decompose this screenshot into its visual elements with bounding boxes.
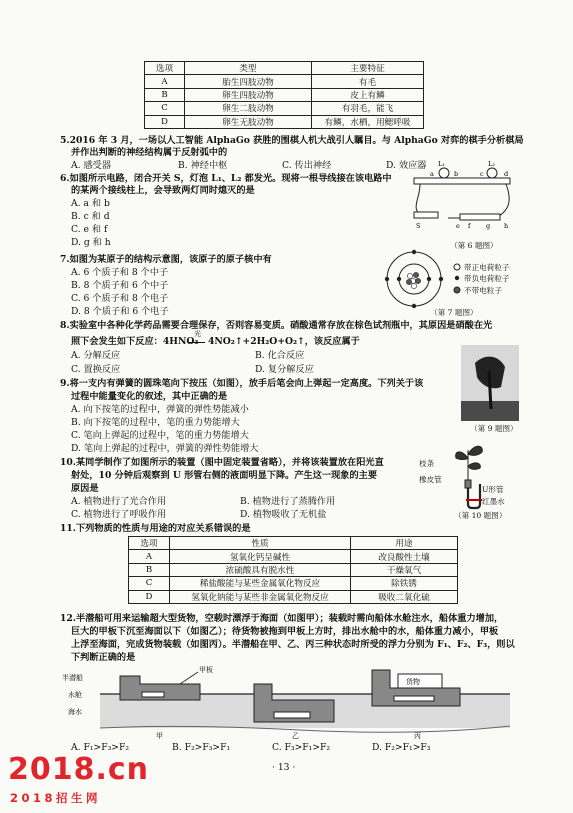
table-row bbox=[129, 577, 458, 590]
q9-stem-line1: 9.将一支内有弹簧的圆珠笔向下按压（如图），放手后笔会向上弹起一定高度。下列关于该 bbox=[60, 378, 424, 389]
leaf bbox=[456, 452, 468, 460]
table-cell: 稀盐酸能与某些金属氧化物反应 bbox=[170, 577, 351, 590]
label-branch: 枝条 bbox=[419, 459, 435, 468]
table-header: 类型 bbox=[185, 62, 312, 75]
watermark-logo: 2018.cn bbox=[8, 752, 150, 787]
rubber-tube bbox=[465, 480, 471, 488]
q8-stem-line1: 8.实验室中各种化学药品需要合理保存，否则容易变质。硝酸通常存放在棕色试剂瓶中，其原因是硝酸在光 bbox=[60, 320, 493, 331]
q12-option-b: B. F₂>F₃>F₁ bbox=[172, 742, 231, 753]
q5-option-d: D. 效应器 bbox=[386, 160, 427, 171]
q7-option-a: A. 6 个质子和 8 个中子 bbox=[71, 267, 169, 278]
q10-stem-line1: 10.某同学制作了如图所示的装置（图中固定装置省略），并将该装置放在阳光直 bbox=[60, 457, 384, 468]
q12-stem-line3: 上浮至海面，完成货物装载（如图丙）。半潜船在甲、乙、丙三种状态时所受的浮力分别为 F₁、F₂、F₃，则以 bbox=[71, 639, 515, 650]
q8-stem-line2a: 照下会发生如下反应：4HNO₃ bbox=[71, 336, 199, 347]
label-u-tube: U形管 bbox=[482, 485, 504, 494]
terminal-g: g bbox=[486, 222, 491, 230]
q7-option-d: D. 8 个质子和 6 个电子 bbox=[71, 306, 169, 317]
cargo-box bbox=[398, 674, 442, 688]
q12-option-c: C. F₃>F₁>F₂ bbox=[272, 742, 331, 753]
table-header: 性质 bbox=[170, 537, 351, 550]
label-l2: L₂ bbox=[488, 160, 495, 168]
ship-state-yi bbox=[254, 684, 334, 722]
ship-state-jia bbox=[120, 672, 200, 700]
label-ship: 半潜船 bbox=[62, 674, 83, 682]
q10-option-b: B. 植物进行了蒸腾作用 bbox=[240, 496, 336, 507]
semi-submersible-diagram bbox=[60, 664, 515, 740]
q5-option-b: B. 神经中枢 bbox=[178, 160, 228, 171]
table-cell: C bbox=[145, 102, 185, 115]
terminal-d: d bbox=[504, 170, 509, 178]
table-row bbox=[145, 75, 424, 88]
pen-press-photo bbox=[461, 345, 519, 421]
table-cell: 皮上有鳞 bbox=[312, 88, 424, 101]
table-cell: 氢氧化钙呈碱性 bbox=[170, 550, 351, 563]
page-number: · 13 · bbox=[272, 762, 296, 773]
table-cell: 浓硫酸具有脱水性 bbox=[170, 563, 351, 576]
q9-option-a: A. 向下按笔的过程中，弹簧的弹性势能减小 bbox=[71, 404, 249, 415]
table-cell: C bbox=[129, 577, 170, 590]
table-cell: 有羽毛，能飞 bbox=[312, 102, 424, 115]
table-row bbox=[145, 102, 424, 115]
q10-option-d: D. 植物吸收了无机盐 bbox=[240, 509, 327, 520]
q8-option-c: C. 置换反应 bbox=[71, 364, 121, 375]
q7-option-c: C. 6 个质子和 8 个电子 bbox=[71, 293, 169, 304]
table-cell: 卵生二肢动物 bbox=[185, 102, 312, 115]
q9-option-c: C. 笔向上弹起的过程中，笔的重力势能增大 bbox=[71, 430, 249, 441]
table-header: 用途 bbox=[351, 537, 458, 550]
ship-state-bing bbox=[372, 670, 460, 706]
terminal-h: h bbox=[504, 222, 509, 230]
q5-stem-line2: 并作出判断的神经结构属于反射弧中的 bbox=[71, 147, 228, 158]
table-cell: 氢氧化钠能与某些非金属氧化物反应 bbox=[170, 590, 351, 603]
terminal-e: e bbox=[456, 222, 460, 230]
terminal-f: f bbox=[468, 222, 471, 230]
table-cell: D bbox=[145, 115, 185, 128]
table-cell: 吸收二氧化硫 bbox=[351, 590, 458, 603]
q12-option-d: D. F₂>F₁>F₃ bbox=[372, 742, 431, 753]
table-cell: B bbox=[129, 563, 170, 576]
table-cell: A bbox=[145, 75, 185, 88]
q5-option-c: C. 传出神经 bbox=[282, 160, 332, 171]
label-water-tank: 水舱 bbox=[68, 691, 82, 699]
q5-option-a: A. 感受器 bbox=[71, 160, 112, 171]
label-sea: 海水 bbox=[68, 708, 82, 716]
bulb-l1 bbox=[439, 168, 449, 178]
atom-legend-neutral: 不带电粒子 bbox=[464, 286, 502, 295]
table-row bbox=[129, 590, 458, 603]
q12-stem-line2: 巨大的甲板下沉至海面以下（如图乙）；待货物被拖到甲板上方时，排出水舱中的水，船体重力减小，甲板 bbox=[71, 626, 499, 637]
q9-option-b: B. 向下按笔的过程中，笔的重力势能增大 bbox=[71, 417, 240, 428]
q8-reaction-condition: 光 bbox=[194, 330, 201, 338]
q12-stem-line1: 12.半潜船可用来运输超大型货物，空载时漂浮于海面（如图甲）；装载时需向船体水舱注水，船体重力增加， bbox=[60, 613, 504, 624]
q6-caption: （第 6 题图） bbox=[450, 241, 498, 250]
wire bbox=[496, 184, 509, 218]
q9-stem-line2: 过程中能量变化的叙述，其中正确的是 bbox=[71, 391, 228, 402]
label-cargo: 货物 bbox=[406, 678, 420, 686]
label-l1: L₁ bbox=[438, 160, 445, 168]
atom-legend-negative: 带负电荷粒子 bbox=[464, 274, 510, 283]
bulb-l2 bbox=[487, 168, 497, 178]
terminal-c: c bbox=[480, 170, 484, 178]
atom-legend-positive: 带正电荷粒子 bbox=[464, 263, 510, 272]
q6-option-a: A. a 和 b bbox=[71, 198, 110, 209]
terminal-b: b bbox=[454, 170, 459, 178]
caption-bing: 丙 bbox=[414, 732, 421, 740]
wire bbox=[416, 184, 422, 216]
label-rubber-tube: 橡皮管 bbox=[419, 475, 442, 484]
table-cell: 干燥氧气 bbox=[351, 563, 458, 576]
circuit-diagram bbox=[400, 160, 520, 238]
battery bbox=[414, 212, 438, 218]
q11-stem: 11.下列物质的性质与用途的对应关系错误的是 bbox=[60, 523, 251, 534]
q10-option-a: A. 植物进行了光合作用 bbox=[71, 496, 167, 507]
label-red-ink: 红墨水 bbox=[482, 497, 505, 506]
table-cell: 胎生四肢动物 bbox=[185, 75, 312, 88]
leaf bbox=[468, 446, 482, 455]
q8-stem-line2b: 4NO₂↑+2H₂O+O₂↑，该反应属于 bbox=[208, 336, 360, 347]
q12-option-a: A. F₁>F₃>F₂ bbox=[71, 742, 130, 753]
table-cell: 卵生四肢动物 bbox=[185, 88, 312, 101]
q5-stem-line1: 5.2016 年 3 月，一场以人工智能 AlphaGo 获胜的围棋人机大战引人瞩目。与 AlphaGo 对弈的棋手分析棋局 bbox=[60, 135, 524, 146]
leaf bbox=[468, 463, 480, 469]
circuit-board bbox=[414, 178, 510, 184]
q7-stem: 7.如图为某原子的结构示意图，该原子的原子核中有 bbox=[60, 254, 272, 265]
table-cell: 有鳞，水栖，用鳃呼吸 bbox=[312, 115, 424, 128]
q6-option-b: B. c 和 d bbox=[71, 211, 110, 222]
q6-stem-line2: 的某两个接线柱上，会导致两灯同时熄灭的是 bbox=[71, 185, 255, 196]
q6-stem-line1: 6.如图所示电路，闭合开关 S，灯泡 L₁、L₂ 都发光。现将一根导线接在该电路中 bbox=[60, 173, 392, 184]
table-row bbox=[145, 88, 424, 101]
table-header: 选项 bbox=[129, 537, 170, 550]
table-cell: 改良酸性土壤 bbox=[351, 550, 458, 563]
q8-equal-sign bbox=[189, 342, 205, 343]
animal-table bbox=[144, 61, 424, 129]
table-header: 选项 bbox=[145, 62, 185, 75]
q10-stem-line3: 原因是 bbox=[71, 483, 99, 494]
q8-option-b: B. 化合反应 bbox=[255, 350, 305, 361]
q6-option-c: C. e 和 f bbox=[71, 224, 108, 235]
table-header: 主要特征 bbox=[312, 62, 424, 75]
switch-base bbox=[460, 214, 500, 220]
table-cell: B bbox=[145, 88, 185, 101]
table-row bbox=[129, 550, 458, 563]
label-deck: 甲板 bbox=[199, 666, 213, 674]
caption-yi: 乙 bbox=[292, 732, 299, 740]
q9-caption: （第 9 题图） bbox=[470, 424, 518, 433]
atom-legend-icons bbox=[452, 262, 462, 296]
q8-option-d: D. 复分解反应 bbox=[255, 364, 314, 375]
table-cell: 卵生无肢动物 bbox=[185, 115, 312, 128]
q10-option-c: C. 植物进行了呼吸作用 bbox=[71, 509, 167, 520]
caption-jia: 甲 bbox=[156, 732, 163, 740]
table-cell: 有毛 bbox=[312, 75, 424, 88]
switch-s: S bbox=[416, 222, 421, 230]
table-cell: D bbox=[129, 590, 170, 603]
table-row bbox=[129, 563, 458, 576]
atom-diagram bbox=[380, 248, 450, 310]
table-cell: A bbox=[129, 550, 170, 563]
table-cell: 除铁锈 bbox=[351, 577, 458, 590]
table-row bbox=[145, 115, 424, 128]
q12-stem-line4: 下判断正确的是 bbox=[71, 652, 136, 663]
property-use-table bbox=[128, 536, 458, 604]
watermark-subtitle: 2018招生网 bbox=[10, 791, 102, 805]
q7-option-b: B. 8 个质子和 6 个中子 bbox=[71, 280, 169, 291]
q10-caption: （第 10 题图） bbox=[454, 511, 507, 520]
q6-option-d: D. g 和 h bbox=[71, 237, 111, 248]
q10-stem-line2: 射处，10 分钟后观察到 U 形管右侧的液面明显下降。产生这一现象的主要 bbox=[71, 470, 378, 481]
q7-caption: （第 7 题图） bbox=[430, 308, 478, 317]
q9-option-d: D. 笔向上弹起的过程中，弹簧的弹性势能增大 bbox=[71, 443, 259, 454]
q8-option-a: A. 分解反应 bbox=[71, 350, 121, 361]
terminal-a: a bbox=[430, 170, 434, 178]
